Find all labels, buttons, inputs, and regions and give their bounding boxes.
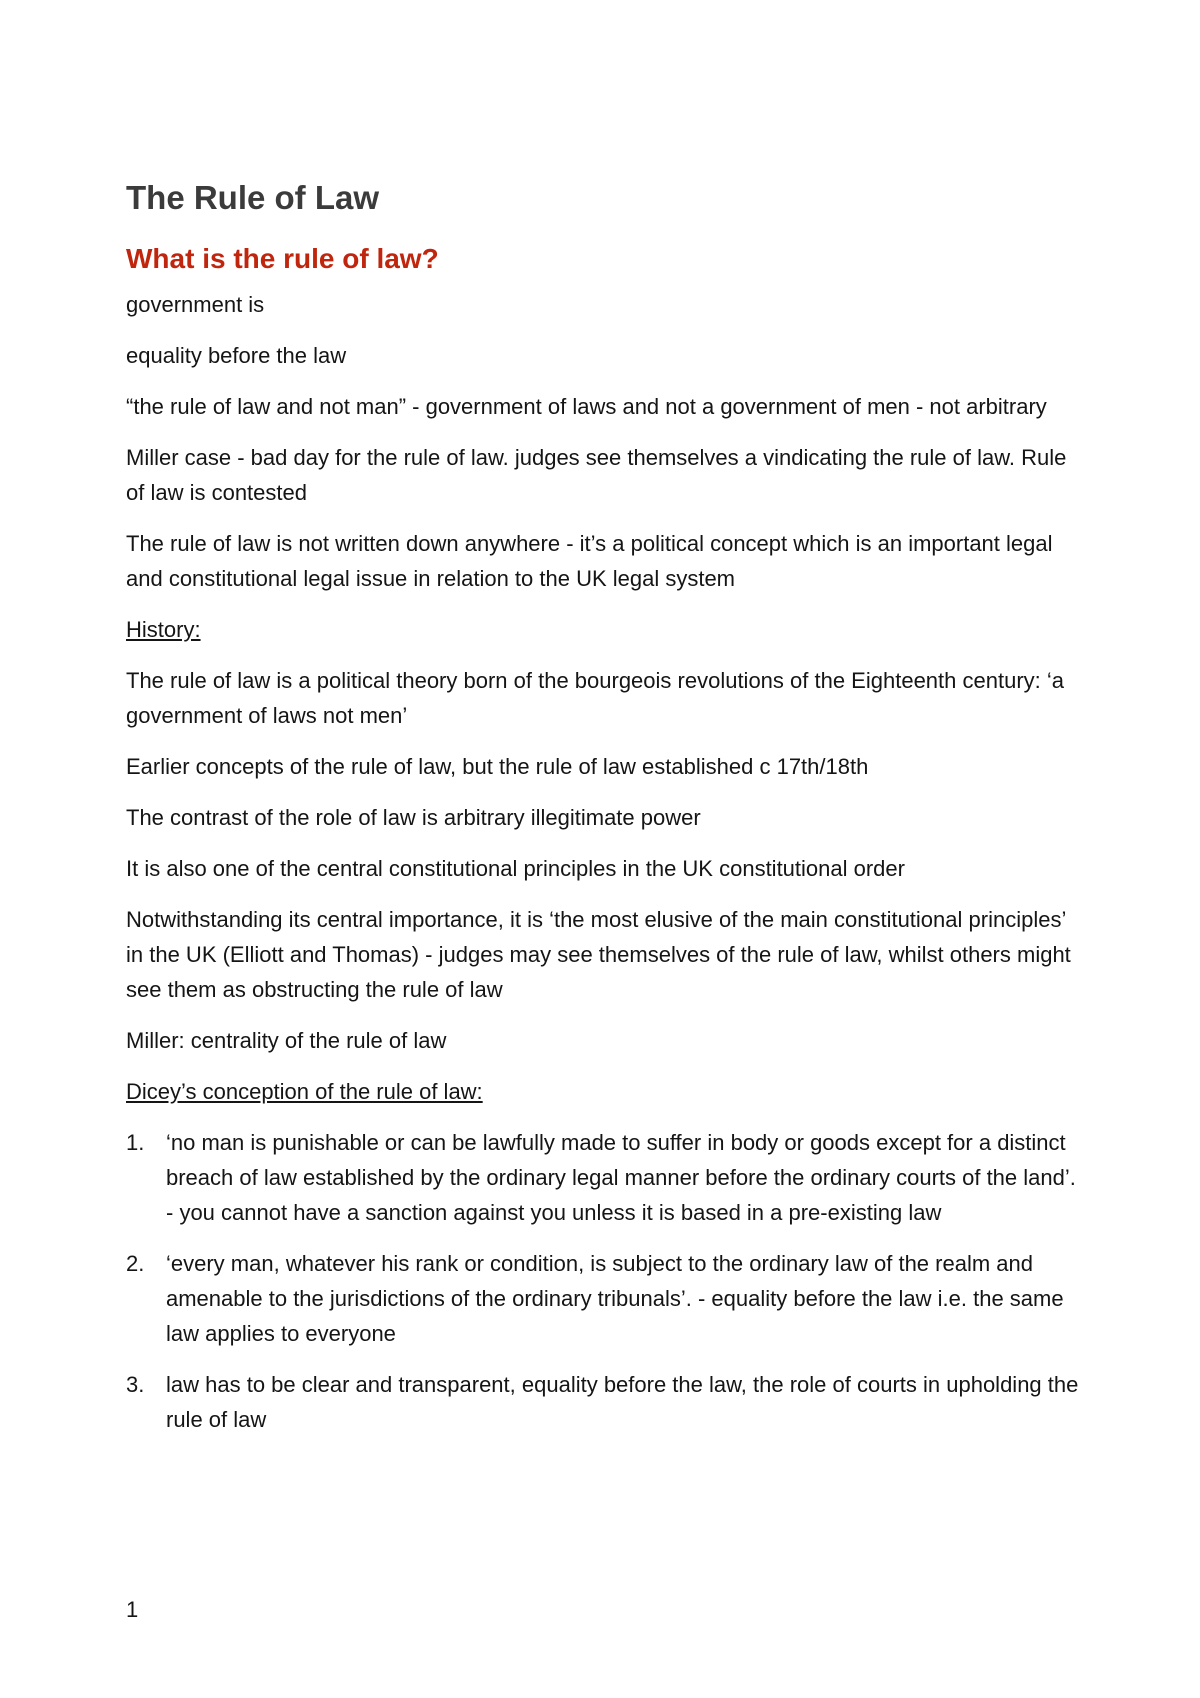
list-item — [126, 1246, 1081, 1351]
list-number: 3. — [126, 1372, 145, 1398]
history-paragraph: Notwithstanding its central importance, it is ‘the most elusive of the main constitutional principles’ in the UK (Elliott and Thomas) - judges may see themselves of the rule of law, whilst others might see them as obstructing the rule of law — [126, 907, 1071, 1003]
document-title: The Rule of Law — [126, 179, 380, 216]
list-item — [126, 1125, 1081, 1230]
list-item — [126, 1367, 1081, 1437]
list-item-text: law has to be clear and transparent, equality before the law, the role of courts in upholding the rule of law — [166, 1372, 1079, 1433]
history-paragraph: Miller: centrality of the rule of law — [126, 1028, 447, 1054]
page-content — [126, 178, 1081, 1453]
paragraph: Miller case - bad day for the rule of law. judges see themselves a vindicating the rule of law. Rule of law is contested — [126, 445, 1067, 506]
list-item-text: ‘no man is punishable or can be lawfully made to suffer in body or goods except for a distinct breach of law established by the ordinary legal manner before the ordinary courts of the land’. - you cannot have a sanction against you unless it is based in a pre-existing law — [166, 1130, 1076, 1226]
list-number: 1. — [126, 1130, 145, 1156]
dicey-list — [126, 1125, 1081, 1437]
paragraph: The rule of law is not written down anywhere - it’s a political concept which is an important legal and constitutional legal issue in relation to the UK legal system — [126, 531, 1053, 592]
paragraph: equality before the law — [126, 343, 347, 369]
section-heading: What is the rule of law? — [126, 242, 439, 274]
list-item-text: ‘every man, whatever his rank or condition, is subject to the ordinary law of the realm and amenable to the jurisdictions of the ordinary tribunals’. - equality before the law i.e. the same law applies to everyone — [166, 1251, 1064, 1347]
paragraph: government is — [126, 292, 265, 318]
history-paragraph: The rule of law is a political theory born of the bourgeois revolutions of the Eighteenth century: ‘a government of laws not men’ — [126, 668, 1064, 729]
list-number: 2. — [126, 1251, 145, 1277]
dicey-label: Dicey’s conception of the rule of law: — [126, 1079, 483, 1105]
paragraph: “the rule of law and not man” - government of laws and not a government of men - not arbitrary — [126, 394, 1047, 420]
page-number: 1 — [126, 1597, 139, 1622]
history-label: History: — [126, 617, 201, 643]
history-paragraph: The contrast of the role of law is arbitrary illegitimate power — [126, 805, 701, 831]
history-paragraph: Earlier concepts of the rule of law, but the rule of law established c 17th/18th — [126, 754, 869, 780]
history-paragraph: It is also one of the central constitutional principles in the UK constitutional order — [126, 856, 905, 882]
